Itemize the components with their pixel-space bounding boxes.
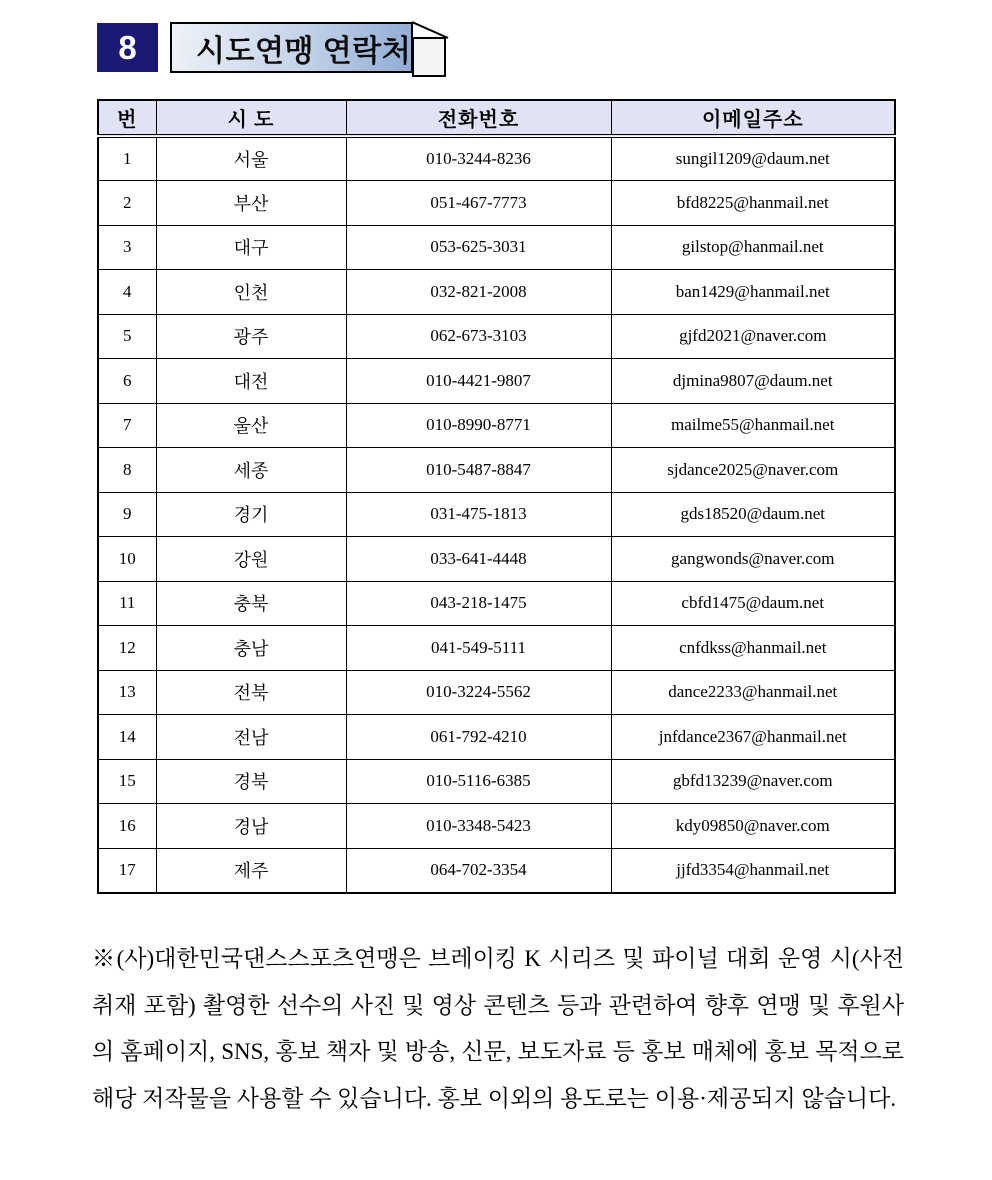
table-header-row xyxy=(98,100,895,136)
cell-email: cbfd1475@daum.net xyxy=(611,581,895,626)
column-header-email: 이메일주소 xyxy=(611,100,895,136)
cell-phone: 010-5116-6385 xyxy=(346,759,611,804)
cell-phone: 010-3224-5562 xyxy=(346,670,611,715)
cell-no: 7 xyxy=(98,403,156,448)
cell-phone: 041-549-5111 xyxy=(346,626,611,671)
cell-phone: 010-4421-9807 xyxy=(346,359,611,404)
section-number-badge xyxy=(97,23,158,72)
cell-no: 11 xyxy=(98,581,156,626)
cell-no: 13 xyxy=(98,670,156,715)
cell-email: mailme55@hanmail.net xyxy=(611,403,895,448)
cell-sido: 대구 xyxy=(156,225,346,270)
column-header-phone: 전화번호 xyxy=(346,100,611,136)
cell-sido: 대전 xyxy=(156,359,346,404)
table-row xyxy=(98,492,895,537)
cell-email: gilstop@hanmail.net xyxy=(611,225,895,270)
table-row xyxy=(98,848,895,893)
cell-sido: 울산 xyxy=(156,403,346,448)
cell-no: 1 xyxy=(98,136,156,181)
cell-email: sjdance2025@naver.com xyxy=(611,448,895,493)
table-row xyxy=(98,715,895,760)
banner-fold-line-icon xyxy=(412,21,450,39)
cell-email: djmina9807@daum.net xyxy=(611,359,895,404)
cell-no: 8 xyxy=(98,448,156,493)
cell-phone: 051-467-7773 xyxy=(346,181,611,226)
cell-phone: 061-792-4210 xyxy=(346,715,611,760)
table-row xyxy=(98,181,895,226)
cell-sido: 충북 xyxy=(156,581,346,626)
cell-phone: 010-5487-8847 xyxy=(346,448,611,493)
table-row xyxy=(98,225,895,270)
cell-no: 14 xyxy=(98,715,156,760)
cell-email: sungil1209@daum.net xyxy=(611,136,895,181)
cell-phone: 033-641-4448 xyxy=(346,537,611,582)
table-row xyxy=(98,537,895,582)
cell-phone: 032-821-2008 xyxy=(346,270,611,315)
cell-no: 5 xyxy=(98,314,156,359)
cell-phone: 064-702-3354 xyxy=(346,848,611,893)
banner-fold-tail xyxy=(412,37,446,77)
table-row xyxy=(98,314,895,359)
cell-sido: 충남 xyxy=(156,626,346,671)
cell-phone: 062-673-3103 xyxy=(346,314,611,359)
table-row xyxy=(98,403,895,448)
table-row xyxy=(98,359,895,404)
cell-no: 12 xyxy=(98,626,156,671)
cell-sido: 서울 xyxy=(156,136,346,181)
cell-email: gbfd13239@naver.com xyxy=(611,759,895,804)
cell-phone: 010-3348-5423 xyxy=(346,804,611,849)
cell-sido: 세종 xyxy=(156,448,346,493)
cell-email: dance2233@hanmail.net xyxy=(611,670,895,715)
cell-no: 17 xyxy=(98,848,156,893)
cell-phone: 043-218-1475 xyxy=(346,581,611,626)
table-body xyxy=(98,136,895,893)
cell-no: 4 xyxy=(98,270,156,315)
section-title-banner xyxy=(170,22,448,78)
cell-no: 2 xyxy=(98,181,156,226)
cell-sido: 전남 xyxy=(156,715,346,760)
cell-no: 3 xyxy=(98,225,156,270)
column-header-no: 번 xyxy=(98,100,156,136)
cell-no: 16 xyxy=(98,804,156,849)
cell-sido: 강원 xyxy=(156,537,346,582)
footnote-paragraph: ※(사)대한민국댄스스포츠연맹은 브레이킹 K 시리즈 및 파이널 대회 운영 시(사전취재 포함) 촬영한 선수의 사진 및 영상 콘텐츠 등과 관련하여 향후 연맹 및 후원사의 홈페이지, SNS, 홍보 책자 및 방송, 신문, 보도자료 등 홍보 매체에 홍보 목적으로 해당 저작물을 사용할 수 있습니다. 홍보 이외의 용도로는 이용·제공되지 않습니다. xyxy=(92,946,904,1111)
cell-email: kdy09850@naver.com xyxy=(611,804,895,849)
cell-phone: 031-475-1813 xyxy=(346,492,611,537)
cell-email: jjfd3354@hanmail.net xyxy=(611,848,895,893)
table-row xyxy=(98,804,895,849)
cell-sido: 부산 xyxy=(156,181,346,226)
table-row xyxy=(98,270,895,315)
section-title-bar xyxy=(170,22,413,73)
table-row xyxy=(98,448,895,493)
table-row xyxy=(98,759,895,804)
table-row xyxy=(98,626,895,671)
cell-no: 6 xyxy=(98,359,156,404)
cell-phone: 053-625-3031 xyxy=(346,225,611,270)
column-header-sido: 시 도 xyxy=(156,100,346,136)
cell-phone: 010-8990-8771 xyxy=(346,403,611,448)
cell-email: bfd8225@hanmail.net xyxy=(611,181,895,226)
cell-sido: 광주 xyxy=(156,314,346,359)
contacts-table xyxy=(97,99,896,894)
page-title: 시도연맹 연락처 xyxy=(196,34,412,68)
cell-email: gjfd2021@naver.com xyxy=(611,314,895,359)
cell-sido: 인천 xyxy=(156,270,346,315)
cell-email: gds18520@daum.net xyxy=(611,492,895,537)
cell-sido: 경남 xyxy=(156,804,346,849)
cell-phone: 010-3244-8236 xyxy=(346,136,611,181)
cell-sido: 경북 xyxy=(156,759,346,804)
cell-sido: 경기 xyxy=(156,492,346,537)
cell-email: ban1429@hanmail.net xyxy=(611,270,895,315)
cell-email: gangwonds@naver.com xyxy=(611,537,895,582)
cell-sido: 전북 xyxy=(156,670,346,715)
cell-email: cnfdkss@hanmail.net xyxy=(611,626,895,671)
table-header xyxy=(98,100,895,136)
cell-email: jnfdance2367@hanmail.net xyxy=(611,715,895,760)
table-row xyxy=(98,670,895,715)
cell-no: 9 xyxy=(98,492,156,537)
section-number: 8 xyxy=(118,28,137,66)
table-row xyxy=(98,136,895,181)
table-row xyxy=(98,581,895,626)
cell-sido: 제주 xyxy=(156,848,346,893)
cell-no: 15 xyxy=(98,759,156,804)
cell-no: 10 xyxy=(98,537,156,582)
